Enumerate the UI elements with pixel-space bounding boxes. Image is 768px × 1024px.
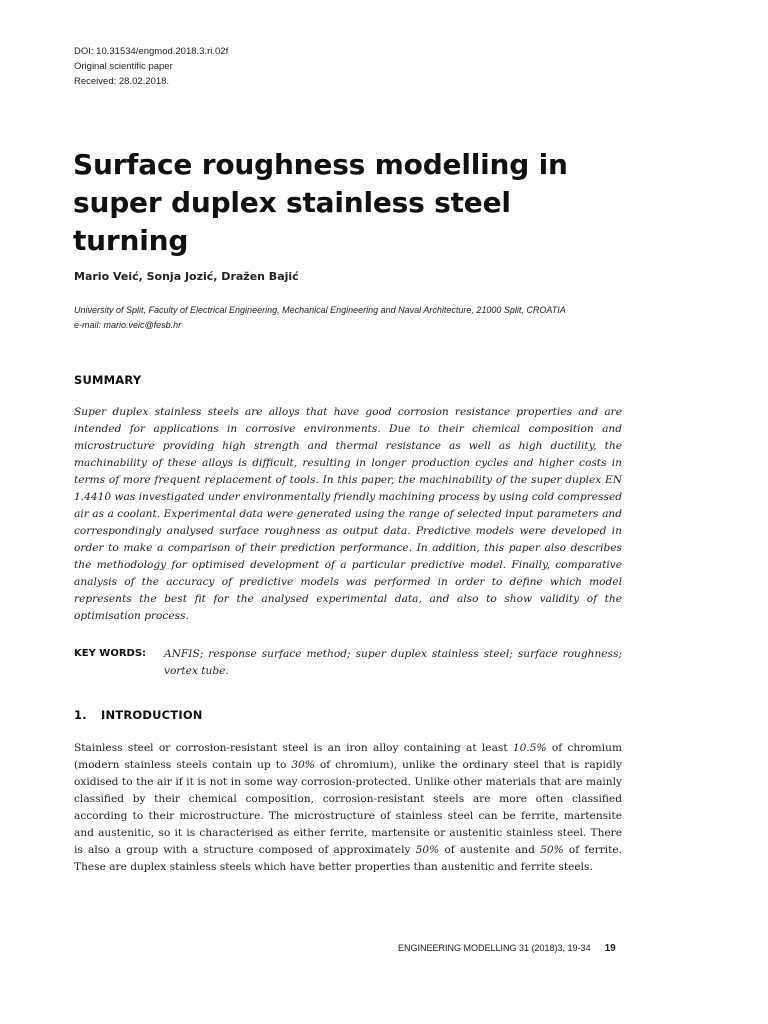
intro-text-segment: of chromium), unlike the ordinary steel that is rapidly oxidised to the air if it is not in some way corrosion-protected. Unlike other materials that are mainly classified by their chemical composition, corrosion-resistant steels are more often classified according to their microstructure. The microstructure of stainless steel can be ferrite, martensite and austenitic, so it is characterised as either ferrite, martensite or austenitic stainless steel. There is also a group with a structure composed of approximately xyxy=(74,759,622,856)
intro-percent: 50% xyxy=(540,844,564,856)
keywords-text: ANFIS; response surface method; super duplex stainless steel; surface roughness; vortex tube. xyxy=(164,648,622,677)
affiliation-email: e-mail: mario.veic@fesb.hr xyxy=(74,320,182,330)
intro-percent: 10.5% xyxy=(512,742,547,754)
affiliation xyxy=(74,303,634,333)
intro-text-segment: of ferrite. These are duplex stainless steels which have better properties than austenitic and ferrite steels. xyxy=(74,844,622,873)
summary-heading: SUMMARY xyxy=(74,373,142,387)
received-date: Received: 28.02.2018. xyxy=(74,76,170,87)
introduction-paragraph xyxy=(74,740,622,876)
authors: Mario Veić, Sonja Jozić, Dražen Bajić xyxy=(74,270,299,283)
section-title: INTRODUCTION xyxy=(101,708,203,722)
intro-percent: 30% xyxy=(291,759,315,771)
intro-text-segment: Stainless steel or corrosion-resistant steel is an iron alloy containing at least xyxy=(74,742,513,754)
intro-percent: 50% xyxy=(415,844,440,856)
page-footer xyxy=(398,943,622,954)
paper-type: Original scientific paper xyxy=(74,61,173,72)
paper-title: Surface roughness modelling in super duplex stainless steel turning xyxy=(73,148,568,257)
intro-text-segment: of chromium (modern stainless steels contain up to xyxy=(74,742,622,771)
article-meta xyxy=(74,44,228,89)
page-number: 19 xyxy=(604,943,616,954)
affiliation-address: University of Split, Faculty of Electrical Engineering, Mechanical Engineering and Naval Architecture, 21000 Split, CROATIA xyxy=(74,305,566,315)
doi: DOI: 10.31534/engmod.2018.3.ri.02f xyxy=(74,46,229,57)
intro-text-segment: of austenite and xyxy=(439,844,541,856)
section-heading-introduction xyxy=(74,708,203,722)
section-number: 1. xyxy=(74,708,87,722)
journal-citation: ENGINEERING MODELLING 31 (2018)3, 19-34 xyxy=(398,943,591,953)
summary-text: Super duplex stainless steels are alloys that have good corrosion resistance properties and are intended for applications in corrosive environments. Due to their chemical composition and microstructure providing high strength and thermal resistance as well as high ductility, the machinability of these alloys is difficult, resulting in longer production cycles and higher costs in terms of more frequent replacement of tools. In this paper, the machinability of the super duplex EN 1.4410 was investigated under environmentally friendly machining process by using cold compressed air as a coolant. Experimental data were generated using the range of selected input parameters and correspondingly analysed surface roughness as output data. Predictive models were developed in order to make a comparison of their prediction performance. In addition, this paper also describes the methodology for optimised development of a particular predictive model. Finally, comparative analysis of the accuracy of predictive models was performed in order to define which model represents the best fit for the analysed experimental data, and also to show validity of the optimisation process. xyxy=(74,406,622,622)
keywords-label: KEY WORDS: xyxy=(74,648,147,659)
